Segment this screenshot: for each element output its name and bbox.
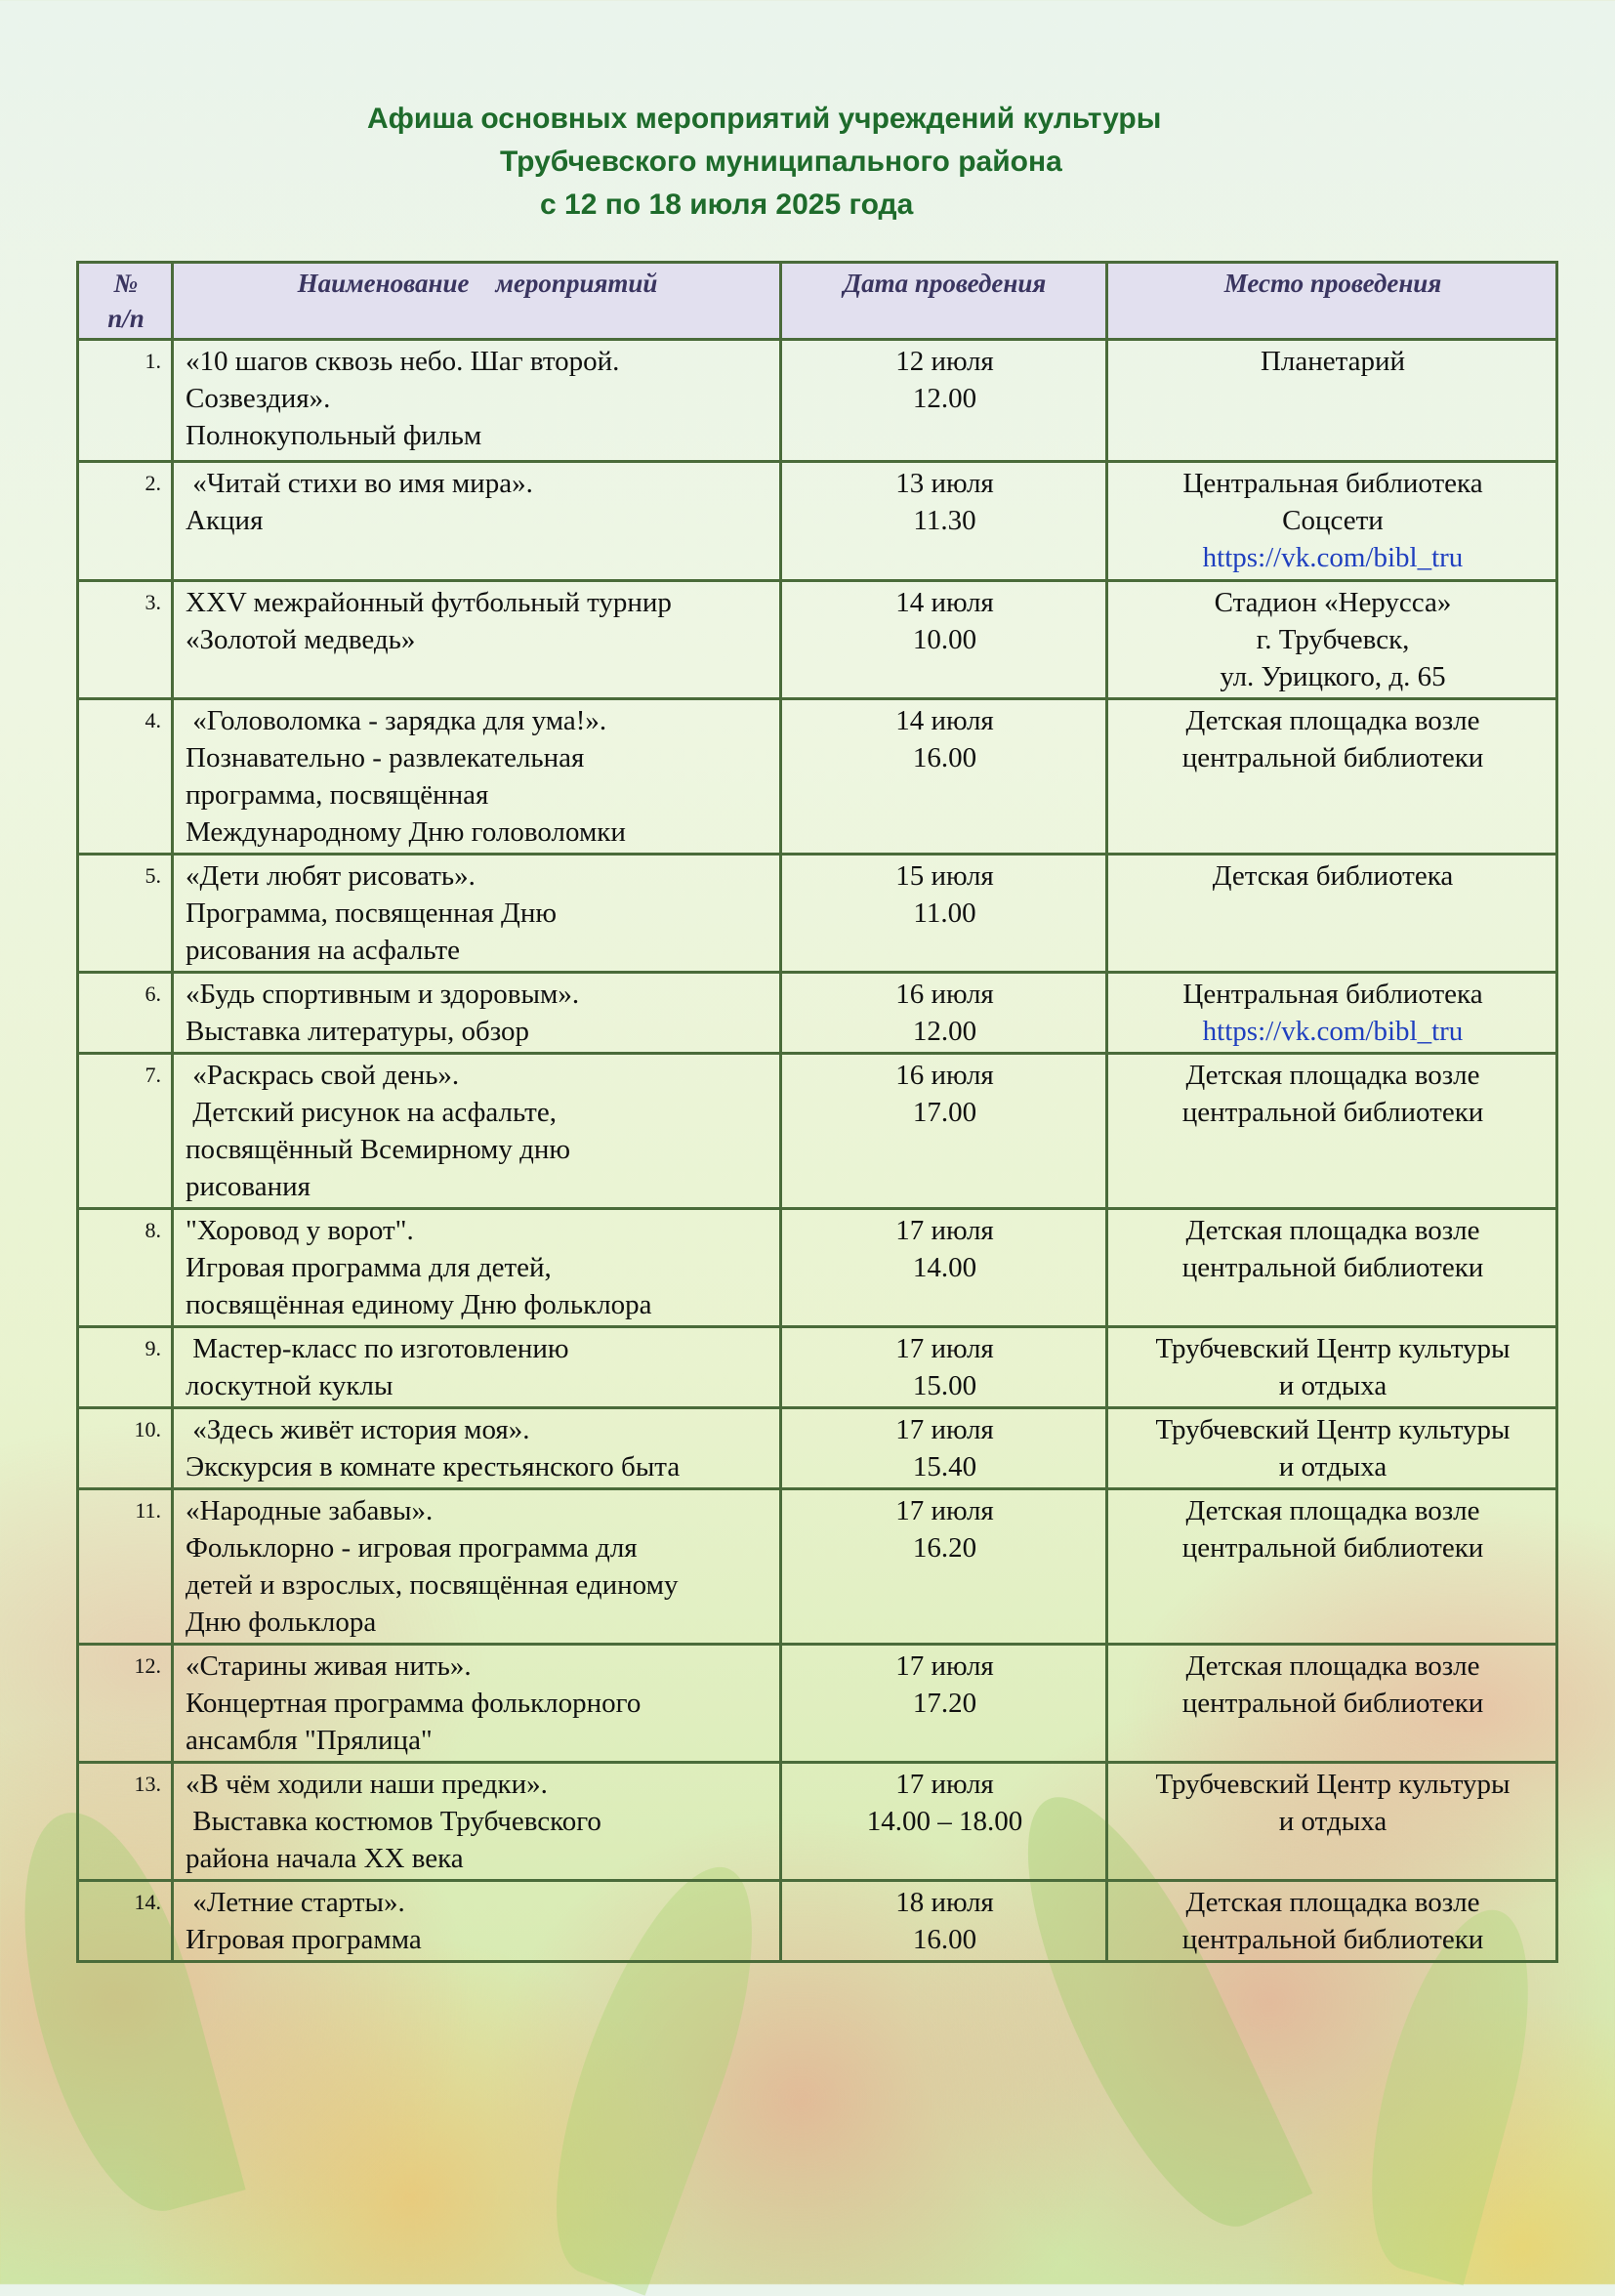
event-date-line: 16.20 <box>912 1532 977 1564</box>
table-row <box>78 1645 1557 1763</box>
table-row <box>78 855 1557 973</box>
event-name-line: Акция <box>186 505 264 536</box>
event-date <box>781 699 1107 855</box>
event-place <box>1107 1763 1557 1881</box>
event-name-line: Фольклорно - игровая программа для <box>186 1532 638 1564</box>
event-date <box>781 1763 1107 1881</box>
event-date-line: 12.00 <box>912 1016 977 1047</box>
event-name-line: Выставка костюмов Трубчевского <box>186 1806 601 1837</box>
event-name <box>173 1763 781 1881</box>
row-number: 10. <box>78 1408 173 1489</box>
event-place-line: Центральная библиотека <box>1182 979 1483 1010</box>
event-name-line: «Золотой медведь» <box>186 624 416 655</box>
event-name-line: посвящённая единому Дню фольклора <box>186 1289 652 1320</box>
event-name-line: программа, посвящённая <box>186 779 489 811</box>
event-place-line: и отдыха <box>1278 1370 1387 1401</box>
event-place <box>1107 1489 1557 1645</box>
event-date-line: 14.00 <box>912 1252 977 1283</box>
event-date <box>781 1327 1107 1408</box>
header-place: Место проведения <box>1107 263 1557 340</box>
event-date-line: 14 июля <box>895 587 994 618</box>
event-name-line: Международному Дню головоломки <box>186 816 626 848</box>
event-name-line: «Здесь живёт история моя». <box>186 1414 530 1445</box>
event-name <box>173 1881 781 1962</box>
row-number: 3. <box>78 581 173 699</box>
event-date <box>781 1881 1107 1962</box>
event-name-line: Выставка литературы, обзор <box>186 1016 530 1047</box>
event-place <box>1107 1327 1557 1408</box>
event-name-line: «Народные забавы». <box>186 1495 434 1526</box>
event-date-line: 17 июля <box>895 1333 994 1364</box>
event-date-line: 16.00 <box>912 742 977 773</box>
event-link[interactable]: https://vk.com/bibl_tru <box>1202 1016 1464 1047</box>
row-number: 7. <box>78 1054 173 1209</box>
event-name <box>173 581 781 699</box>
row-number: 12. <box>78 1645 173 1763</box>
event-name-line: Познавательно - развлекательная <box>186 742 585 773</box>
event-date <box>781 1645 1107 1763</box>
event-name-line: «Читай стихи во имя мира». <box>186 468 533 499</box>
event-name <box>173 462 781 581</box>
event-date-line: 17 июля <box>895 1215 994 1246</box>
event-name-line: района начала ХХ века <box>186 1843 464 1874</box>
event-date-line: 13 июля <box>895 468 994 499</box>
event-date-line: 14 июля <box>895 705 994 736</box>
event-date-line: 18 июля <box>895 1887 994 1918</box>
event-name-line: "Хоровод у ворот". <box>186 1215 414 1246</box>
event-name-line: Полнокупольный фильм <box>186 420 482 451</box>
event-name-line: Дню фольклора <box>186 1607 377 1638</box>
event-place-line: центральной библиотеки <box>1181 1924 1484 1955</box>
table-row <box>78 1209 1557 1327</box>
table-row <box>78 973 1557 1054</box>
event-place-line: Трубчевский Центр культуры <box>1155 1333 1511 1364</box>
event-date-line: 17.20 <box>912 1688 977 1719</box>
event-place-line: центральной библиотеки <box>1181 1252 1484 1283</box>
table-row <box>78 581 1557 699</box>
event-date <box>781 1408 1107 1489</box>
event-date <box>781 1054 1107 1209</box>
event-place <box>1107 1209 1557 1327</box>
table-row <box>78 699 1557 855</box>
event-name-line: «Летние старты». <box>186 1887 405 1918</box>
event-place-line: Трубчевский Центр культуры <box>1155 1769 1511 1800</box>
event-place-line: Стадион «Нерусса» <box>1214 587 1452 618</box>
event-name-line: Концертная программа фольклорного <box>186 1688 642 1719</box>
event-name <box>173 1408 781 1489</box>
event-name-line: «В чём ходили наши предки». <box>186 1769 548 1800</box>
row-number: 11. <box>78 1489 173 1645</box>
event-place-line: Планетарий <box>1260 346 1406 377</box>
event-name-line: XXV межрайонный футбольный турнир <box>186 587 672 618</box>
event-date-line: 15 июля <box>895 860 994 892</box>
event-date-line: 17 июля <box>895 1495 994 1526</box>
event-date <box>781 1209 1107 1327</box>
table-row <box>78 462 1557 581</box>
event-name-line: детей и взрослых, посвящённая единому <box>186 1569 679 1601</box>
event-date <box>781 340 1107 462</box>
row-number: 9. <box>78 1327 173 1408</box>
event-date-line: 15.40 <box>912 1451 977 1482</box>
event-place-line: и отдыха <box>1278 1451 1387 1482</box>
event-name-line: «10 шагов сквозь небо. Шаг второй. <box>186 346 620 377</box>
event-place-line: г. Трубчевск, <box>1256 624 1410 655</box>
event-name <box>173 973 781 1054</box>
event-place <box>1107 973 1557 1054</box>
event-place <box>1107 1408 1557 1489</box>
event-place-line: Детская площадка возле <box>1185 1060 1480 1091</box>
title-line-3: с 12 по 18 июля 2025 года <box>540 188 914 221</box>
event-date-line: 14.00 – 18.00 <box>866 1806 1023 1837</box>
event-name-line: «Головоломка - зарядка для ума!». <box>186 705 607 736</box>
event-name <box>173 1209 781 1327</box>
event-place-line: Трубчевский Центр культуры <box>1155 1414 1511 1445</box>
event-date-line: 17 июля <box>895 1414 994 1445</box>
event-name <box>173 1645 781 1763</box>
header-name: Наименование мероприятий <box>173 263 781 340</box>
row-number: 13. <box>78 1763 173 1881</box>
row-number: 2. <box>78 462 173 581</box>
event-name-line: «Будь спортивным и здоровым». <box>186 979 580 1010</box>
event-date-line: 12 июля <box>895 346 994 377</box>
event-place <box>1107 581 1557 699</box>
event-name-line: Созвездия». <box>186 383 331 414</box>
event-date-line: 17 июля <box>895 1769 994 1800</box>
event-place <box>1107 340 1557 462</box>
row-number: 14. <box>78 1881 173 1962</box>
table-row <box>78 1408 1557 1489</box>
table-row <box>78 1881 1557 1962</box>
event-place-line: Детская площадка возле <box>1185 1887 1480 1918</box>
event-date-line: 16 июля <box>895 979 994 1010</box>
row-number: 4. <box>78 699 173 855</box>
event-name-line: Детский рисунок на асфальте, <box>186 1097 557 1128</box>
title-line-1: Афиша основных мероприятий учреждений культуры <box>367 103 1162 135</box>
table-row <box>78 1489 1557 1645</box>
event-date-line: 15.00 <box>912 1370 977 1401</box>
event-place <box>1107 462 1557 581</box>
row-number: 5. <box>78 855 173 973</box>
event-place-line: Детская площадка возле <box>1185 1215 1480 1246</box>
event-place-line: центральной библиотеки <box>1181 742 1484 773</box>
event-place-line: ул. Урицкого, д. 65 <box>1220 661 1446 692</box>
event-place-line: центральной библиотеки <box>1181 1688 1484 1719</box>
event-name <box>173 1489 781 1645</box>
event-date <box>781 462 1107 581</box>
event-date-line: 10.00 <box>912 624 977 655</box>
event-place-line: Центральная библиотека <box>1182 468 1483 499</box>
title-line-2: Трубчевского муниципального района <box>500 146 1062 178</box>
header-date: Дата проведения <box>781 263 1107 340</box>
event-name <box>173 1327 781 1408</box>
event-date-line: 17.00 <box>912 1097 977 1128</box>
table-row <box>78 340 1557 462</box>
event-name-line: посвящённый Всемирному дню <box>186 1134 571 1165</box>
event-place <box>1107 855 1557 973</box>
event-date-line: 11.00 <box>913 898 976 929</box>
row-number: 8. <box>78 1209 173 1327</box>
table-header-row <box>78 263 1557 340</box>
events-table <box>76 261 1558 1963</box>
event-place-line: центральной библиотеки <box>1181 1532 1484 1564</box>
page-title <box>0 98 1615 227</box>
row-number: 1. <box>78 340 173 462</box>
event-date <box>781 581 1107 699</box>
header-num: № п/п <box>78 263 173 340</box>
event-name-line: Игровая программа <box>186 1924 422 1955</box>
event-name-line: Программа, посвященная Дню <box>186 898 558 929</box>
event-place-line: Детская площадка возле <box>1185 1650 1480 1682</box>
event-place-line: Детская площадка возле <box>1185 1495 1480 1526</box>
event-name-line: лоскутной куклы <box>186 1370 393 1401</box>
event-name-line: «Старины живая нить». <box>186 1650 472 1682</box>
event-name-line: Мастер-класс по изготовлению <box>186 1333 569 1364</box>
event-place <box>1107 1881 1557 1962</box>
event-date-line: 16.00 <box>912 1924 977 1955</box>
event-name <box>173 1054 781 1209</box>
event-name-line: «Дети любят рисовать». <box>186 860 476 892</box>
event-date <box>781 973 1107 1054</box>
event-place <box>1107 1054 1557 1209</box>
event-date-line: 11.30 <box>913 505 976 536</box>
event-place-line: Соцсети <box>1282 505 1384 536</box>
event-date-line: 16 июля <box>895 1060 994 1091</box>
table-row <box>78 1763 1557 1881</box>
event-place-line: и отдыха <box>1278 1806 1387 1837</box>
event-name-line: Экскурсия в комнате крестьянского быта <box>186 1451 681 1482</box>
event-place <box>1107 699 1557 855</box>
event-name-line: рисования на асфальте <box>186 935 460 966</box>
table-row <box>78 1054 1557 1209</box>
event-date <box>781 855 1107 973</box>
row-number: 6. <box>78 973 173 1054</box>
event-name <box>173 855 781 973</box>
event-link[interactable]: https://vk.com/bibl_tru <box>1202 542 1464 573</box>
event-date-line: 17 июля <box>895 1650 994 1682</box>
event-place-line: Детская площадка возле <box>1185 705 1480 736</box>
event-place <box>1107 1645 1557 1763</box>
event-name-line: «Раскрась свой день». <box>186 1060 460 1091</box>
event-name-line: Игровая программа для детей, <box>186 1252 552 1283</box>
table-row <box>78 1327 1557 1408</box>
event-name-line: рисования <box>186 1171 311 1202</box>
event-name <box>173 340 781 462</box>
event-date <box>781 1489 1107 1645</box>
event-name-line: ансамбля "Прялица" <box>186 1725 433 1756</box>
event-date-line: 12.00 <box>912 383 977 414</box>
event-place-line: Детская библиотека <box>1212 860 1454 892</box>
event-place-line: центральной библиотеки <box>1181 1097 1484 1128</box>
event-name <box>173 699 781 855</box>
